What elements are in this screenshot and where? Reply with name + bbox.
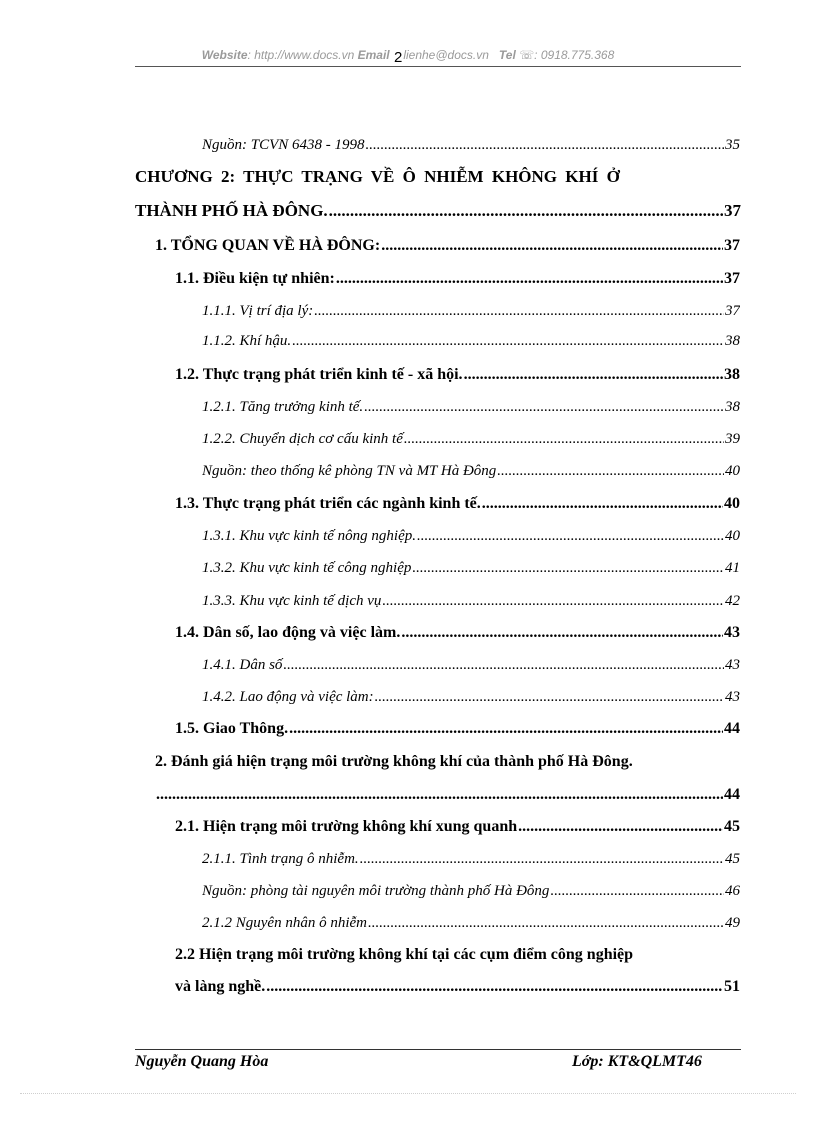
- toc-entry: 1.4.1. Dân số ..... 43: [202, 650, 740, 680]
- toc-entry: 2.1.2 Nguyên nhân ô nhiễm ..... 49: [202, 908, 740, 938]
- toc-entry: và làng nghề. ..... 51: [175, 972, 740, 1002]
- toc-entry: 1.4. Dân số, lao động và việc làm. ..... 43: [175, 618, 740, 648]
- page-header: [0, 46, 816, 64]
- email-label: Email: [357, 48, 390, 62]
- toc-entry: THÀNH PHỐ HÀ ĐÔNG. ..... 37: [135, 196, 741, 226]
- toc-entry: Nguồn: theo thống kê phòng TN và MT Hà Đông ..... 40: [202, 456, 740, 486]
- footer-class: Lớp: KT&QLMT46: [572, 1053, 702, 1070]
- footer-rule: [135, 1049, 741, 1050]
- toc-entry: 1.1. Điều kiện tự nhiên: ..... 37: [175, 264, 740, 294]
- page-bottom-border: [20, 1093, 796, 1094]
- toc-entry: 1.3. Thực trạng phát triển các ngành kinh tế. ..... 40: [175, 489, 740, 519]
- toc-entry: 2.2 Hiện trạng môi trường không khí tại các cụm điểm công nghiệp: [175, 946, 634, 963]
- footer-author: Nguyễn Quang Hòa: [135, 1053, 269, 1070]
- toc-entry: 2. Đánh giá hiện trạng môi trường không khí của thành phố Hà Đông.: [155, 753, 633, 770]
- tel-value: : 0918.775.368: [534, 48, 615, 62]
- toc-entry: 1.3.1. Khu vực kinh tế nông nghiệp. ..... 40: [202, 521, 740, 551]
- toc-entry: 1. TỔNG QUAN VỀ HÀ ĐÔNG: ..... 37: [155, 231, 740, 261]
- phone-icon: ☏: [519, 48, 535, 62]
- page-number: 2: [393, 49, 403, 66]
- toc-entry: 1.5. Giao Thông. ..... 44: [175, 714, 740, 744]
- website-label: Website: [201, 48, 248, 62]
- toc-entry: 1.2.2. Chuyển dịch cơ cấu kinh tế ..... 39: [202, 424, 740, 454]
- toc-entry: 1.1.1. Vị trí địa lý: ..... 37: [202, 296, 740, 326]
- toc-entry: 1.3.2. Khu vực kinh tế công nghiệp ..... 41: [202, 553, 740, 583]
- header-rule: [135, 66, 741, 67]
- toc-entry: 2.1. Hiện trạng môi trường không khí xung quanh ..... 45: [175, 812, 740, 842]
- email-value: lienhe@docs.vn: [403, 48, 489, 62]
- website-value: : http://www.docs.vn: [247, 48, 355, 62]
- toc-entry: 2.1.1. Tình trạng ô nhiễm. ..... 45: [202, 844, 740, 874]
- toc-chapter-heading: CHƯƠNG 2: THỰC TRẠNG VỀ Ô NHIỄM KHÔNG KHÍ Ở: [135, 167, 620, 186]
- toc-entry: ..... 44: [155, 780, 740, 810]
- toc-entry: 1.1.2. Khí hậu. ..... 38: [202, 326, 740, 356]
- toc-entry: 1.2.1. Tăng trưởng kinh tế. ..... 38: [202, 392, 740, 422]
- toc-entry: 1.2. Thực trạng phát triển kinh tế - xã hội. ..... 38: [175, 360, 740, 390]
- toc-entry: 1.3.3. Khu vực kinh tế dịch vụ ..... 42: [202, 586, 740, 616]
- tel-label: Tel: [498, 48, 516, 62]
- toc-entry: Nguồn: TCVN 6438 - 1998 ..... 35: [202, 130, 740, 160]
- toc-entry: Nguồn: phòng tài nguyên môi trường thành phố Hà Đông ..... 46: [202, 876, 740, 906]
- toc-entry: 1.4.2. Lao động và việc làm: ..... 43: [202, 682, 740, 712]
